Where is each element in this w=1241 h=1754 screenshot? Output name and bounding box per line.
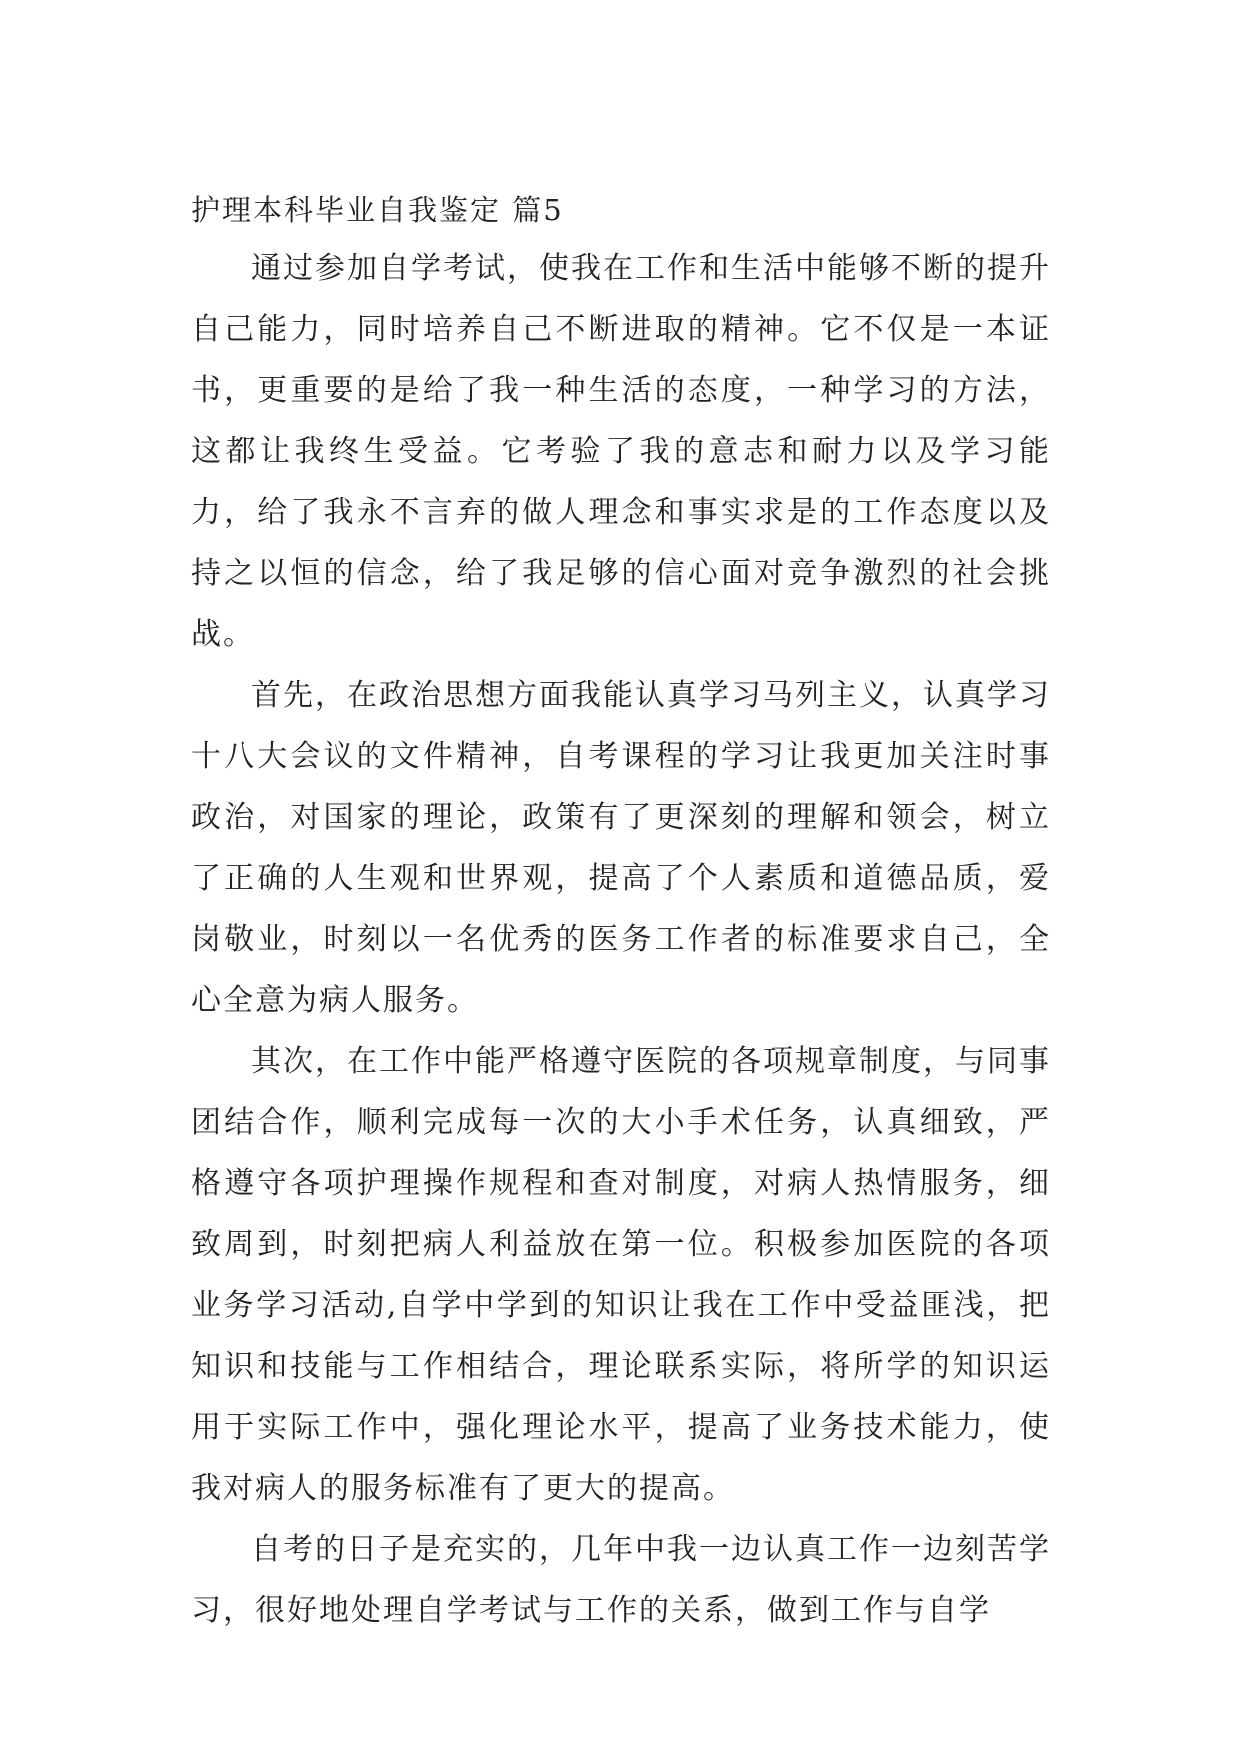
paragraph-2: 首先，在政治思想方面我能认真学习马列主义，认真学习十八大会议的文件精神，自考课程的学习让我更加关注时事政治，对国家的理论，政策有了更深刻的理解和领会，树立了正确的人生观和世界观，提高了个人素质和道德品质，爱岗敬业，时刻以一名优秀的医务工作者的标准要求自己，全心全意为病人服务。: [191, 678, 1051, 1018]
paragraph-3: 其次，在工作中能严格遵守医院的各项规章制度，与同事团结合作，顺利完成每一次的大小手术任务，认真细致，严格遵守各项护理操作规程和查对制度，对病人热情服务，细致周到，时刻把病人利益放在第一位。积极参加医院的各项业务学习活动,自学中学到的知识让我在工作中受益匪浅，把知识和技能与工作相结合，理论联系实际，将所学的知识运用于实际工作中，强化理论水平，提高了业务技术能力，使我对病人的服务标准有了更大的提高。: [191, 1044, 1051, 1506]
document-title: 护理本科毕业自我鉴定 篇5: [191, 193, 564, 227]
paragraph-4: 自考的日子是充实的，几年中我一边认真工作一边刻苦学习，很好地处理自学考试与工作的关系，做到工作与自学: [191, 1532, 1051, 1628]
paragraph-1: 通过参加自学考试，使我在工作和生活中能够不断的提升自己能力，同时培养自己不断进取的精神。它不仅是一本证书，更重要的是给了我一种生活的态度，一种学习的方法，这都让我终生受益。它考验了我的意志和耐力以及学习能力，给了我永不言弃的做人理念和事实求是的工作态度以及持之以恒的信念，给了我足够的信心面对竞争激烈的社会挑战。: [191, 251, 1051, 652]
document-body: [191, 190, 1051, 1641]
